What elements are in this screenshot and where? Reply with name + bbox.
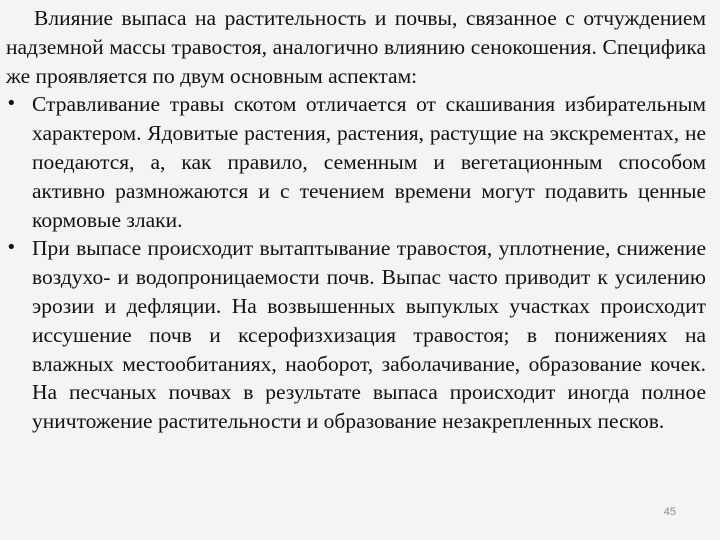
bullet-icon: • — [6, 237, 17, 259]
bullet-text: При выпасе происходит вытаптывание травостоя, уплотнение, снижение воздухо- и водопроницаемости почв. Выпас часто приводит к усилению эрозии и дефляции. На возвышенных выпуклых участках происходит иссушение почв и ксерофизхизация травостоя; в понижениях на влажных местообитаниях, наоборот, заболачивание, образование кочек. На песчаных почвах в результате выпаса происходит иногда полное уничтожение растительности и образование незакрепленных песков. — [32, 236, 706, 434]
bullet-text: Стравливание травы скотом отличается от скашивания избирательным характером. Ядовитые растения, растения, растущие на экскрементах, не поедаются, а, как правило, семенным и вегетационным способом активно размножаются и с течением времени могут подавить ценные кормовые злаки. — [32, 92, 706, 232]
bullet-item-trampling — [6, 234, 706, 436]
page-number: 45 — [663, 506, 676, 518]
slide-content — [6, 4, 706, 436]
bullet-item-grazing-selectivity — [6, 90, 706, 234]
bullet-list — [6, 90, 706, 436]
bullet-icon: • — [6, 93, 17, 115]
intro-paragraph: Влияние выпаса на растительность и почвы, связанное с отчуждением надземной массы травостоя, аналогично влиянию сенокошения. Специфика же проявляется по двум основным аспектам: — [6, 6, 706, 88]
